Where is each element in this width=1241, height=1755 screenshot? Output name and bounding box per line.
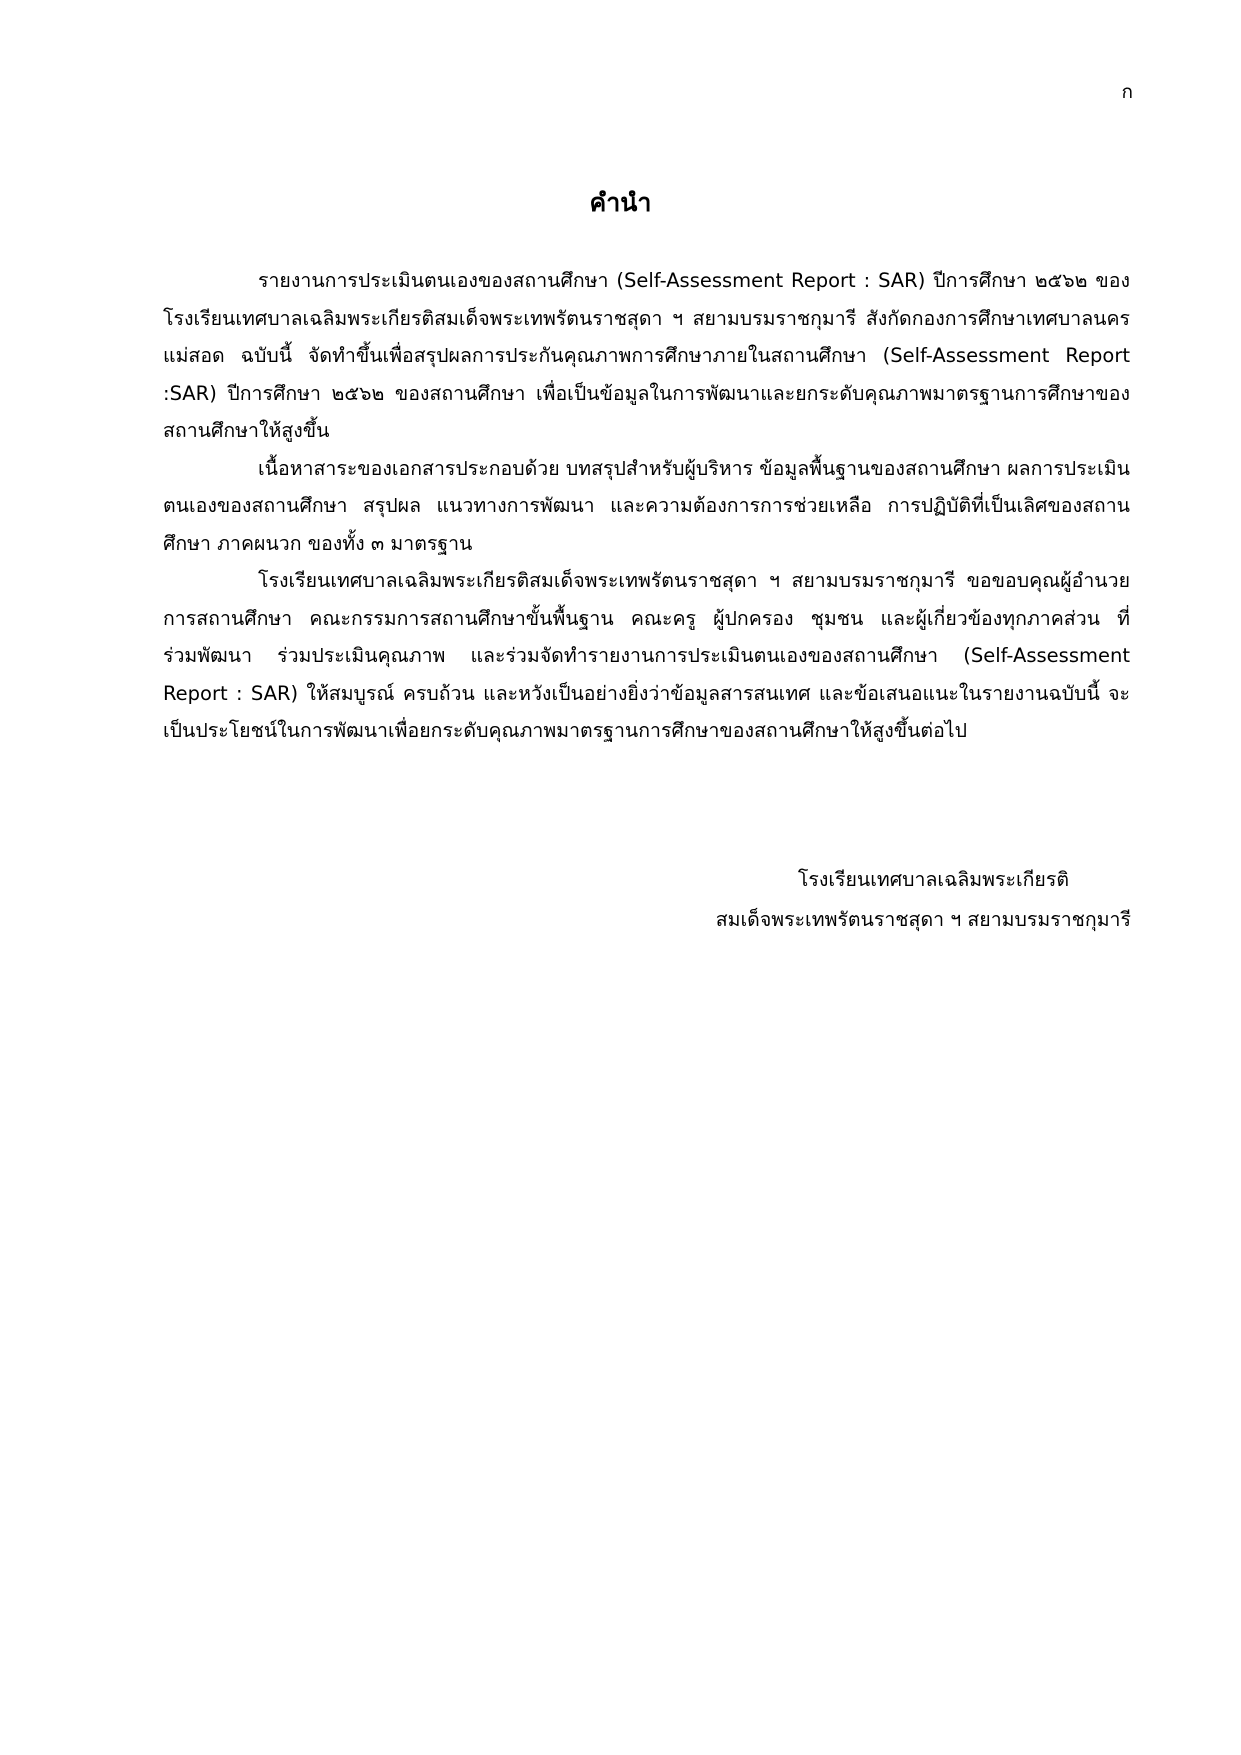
signature-line-school: โรงเรียนเทศบาลเฉลิมพระเกียรติ	[797, 868, 1069, 891]
body-text	[163, 262, 1130, 750]
paragraph-intro: รายงานการประเมินตนเองของสถานศึกษา (Self-Assessment Report : SAR) ปีการศึกษา ๒๕๖๒ ของโรงเรียนเทศบาลเฉลิมพระเกียรติสมเด็จพระเทพรัตนราชสุดา ฯ สยามบรมราชกุมารี สังกัดกองการศึกษาเทศบาลนครแม่สอด ฉบับนี้ จัดทำขึ้นเพื่อสรุปผลการประกันคุณภาพการศึกษาภายในสถานศึกษา (Self-Assessment Report :SAR) ปีการศึกษา ๒๕๖๒ ของสถานศึกษา เพื่อเป็นข้อมูลในการพัฒนาและยกระดับคุณภาพมาตรฐานการศึกษาของสถานศึกษาให้สูงขึ้น	[163, 269, 1130, 442]
paragraph-contents: เนื้อหาสาระของเอกสารประกอบด้วย บทสรุปสำหรับผู้บริหาร ข้อมูลพื้นฐานของสถานศึกษา ผลการประเมินตนเองของสถานศึกษา สรุปผล แนวทางการพัฒนา และความต้องการการช่วยเหลือ การปฏิบัติที่เป็นเลิศของสถานศึกษา ภาคผนวก ของทั้ง ๓ มาตรฐาน	[163, 456, 1130, 555]
page-number: ก	[1121, 81, 1133, 103]
signature-block	[571, 860, 1131, 940]
paragraph-acknowledgement: โรงเรียนเทศบาลเฉลิมพระเกียรติสมเด็จพระเทพรัตนราชสุดา ฯ สยามบรมราชกุมารี ขอขอบคุณผู้อำนวยการสถานศึกษา คณะกรรมการสถานศึกษาขั้นพื้นฐาน คณะครู ผู้ปกครอง ชุมชน และผู้เกี่ยวข้องทุกภาคส่วน ที่ร่วมพัฒนา ร่วมประเมินคุณภาพ และร่วมจัดทำรายงานการประเมินตนเองของสถานศึกษา (Self-Assessment Report : SAR) ให้สมบูรณ์ ครบถ้วน และหวังเป็นอย่างยิ่งว่าข้อมูลสารสนเทศ และข้อเสนอแนะในรายงานฉบับนี้ จะเป็นประโยชน์ในการพัฒนาเพื่อยกระดับคุณภาพมาตรฐานการศึกษาของสถานศึกษาให้สูงขึ้นต่อไป	[163, 569, 1130, 742]
signature-line-full-name: สมเด็จพระเทพรัตนราชสุดา ฯ สยามบรมราชกุมารี	[715, 908, 1131, 931]
page-title: คำนำ	[589, 188, 652, 217]
